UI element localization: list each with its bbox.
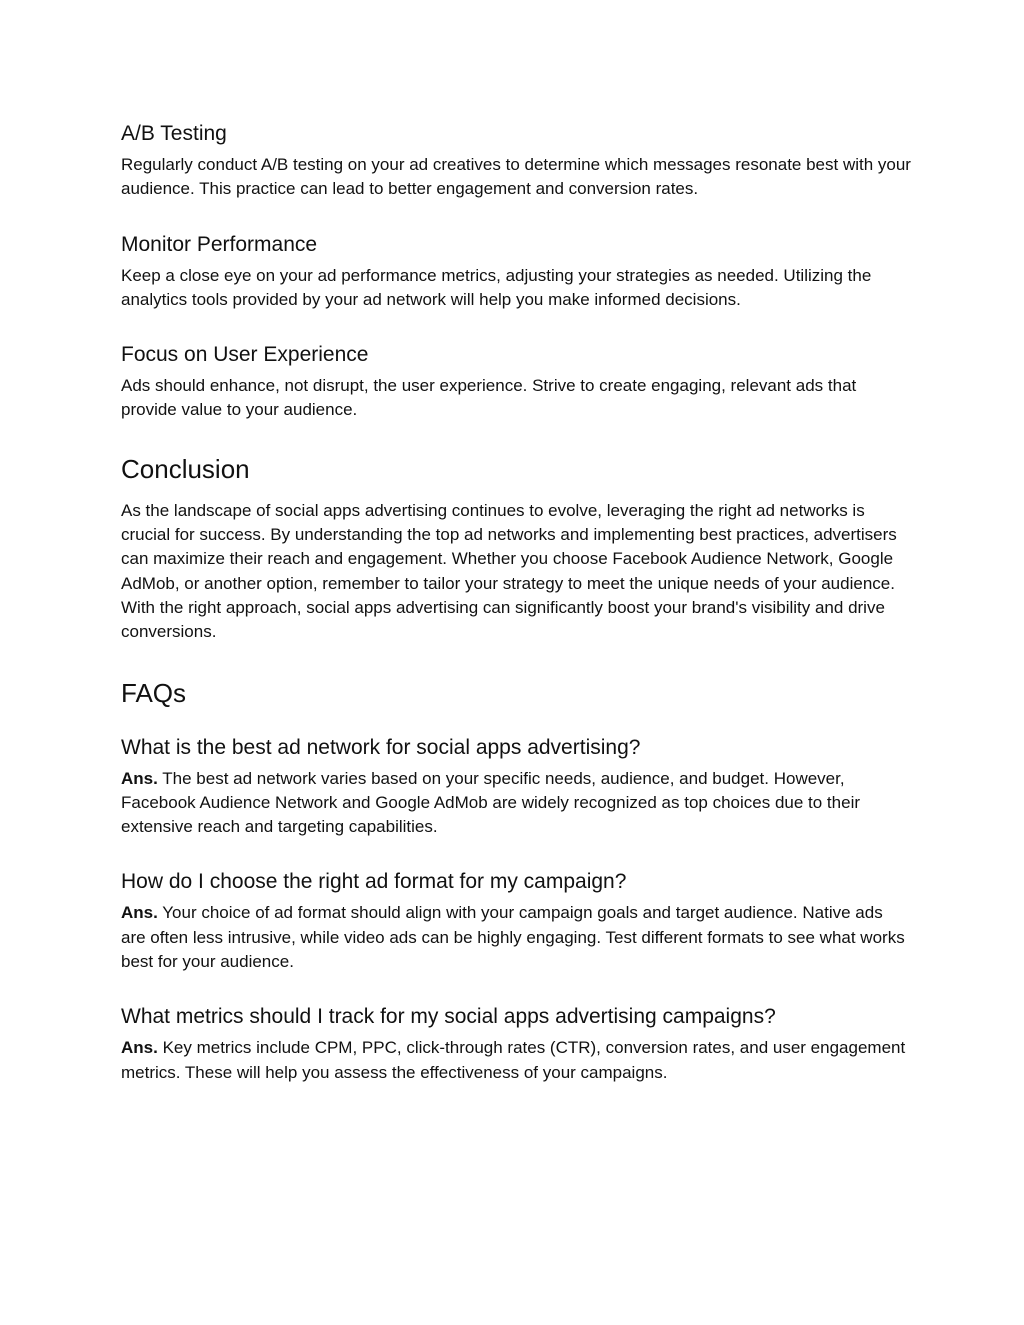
faq-answer — [121, 901, 911, 974]
faq-answer-text: Key metrics include CPM, PPC, click-through rates (CTR), conversion rates, and user engagement metrics. These will help you assess the effectiveness of your campaigns. — [121, 1038, 906, 1082]
tip-heading-ab-testing: A/B Testing — [121, 122, 227, 145]
faq-question: What metrics should I track for my social apps advertising campaigns? — [121, 1005, 776, 1029]
tip-text-ab-testing: Regularly conduct A/B testing on your ad creatives to determine which messages resonate best with your audience. This practice can lead to better engagement and conversion rates. — [121, 155, 911, 199]
conclusion-text: As the landscape of social apps advertising continues to evolve, leveraging the right ad networks is crucial for success. By understanding the top ad networks and implementing best practices, advertisers can maximize their reach and engagement. Whether you choose Facebook Audience Network, Google AdMob, or another option, remember to tailor your strategy to meet the unique needs of your audience. With the right approach, social apps advertising can significantly boost your brand's visibility and drive conversions. — [121, 500, 897, 642]
answer-prefix: Ans. — [121, 903, 158, 923]
tip-heading-user-experience: Focus on User Experience — [121, 343, 369, 367]
tip-text-user-experience: Ads should enhance, not disrupt, the user experience. Strive to create engaging, relevant ads that provide value to your audience. — [121, 376, 857, 420]
document-page — [121, 120, 911, 1085]
answer-prefix: Ans. — [121, 1038, 158, 1058]
faq-answer — [121, 1036, 911, 1085]
tip-heading-monitor-performance: Monitor Performance — [121, 232, 318, 256]
faq-question: How do I choose the right ad format for my campaign? — [121, 870, 627, 894]
faq-answer-text: Your choice of ad format should align with your campaign goals and target audience. Native ads are often less intrusive, while video ads can be highly engaging. Test different formats to see what works best for your audience. — [121, 903, 905, 972]
tip-text-monitor-performance: Keep a close eye on your ad performance metrics, adjusting your strategies as needed. Utilizing the analytics tools provided by your ad network will help you make informed decisions. — [121, 265, 872, 309]
faqs-heading: FAQs — [121, 677, 187, 708]
answer-prefix: Ans. — [121, 768, 158, 788]
faq-answer-text: The best ad network varies based on your specific needs, audience, and budget. However, Facebook Audience Network and Google AdMob are widely recognized as top choices due to their extensive reach and targeting capabilities. — [121, 768, 861, 837]
conclusion-heading: Conclusion — [121, 453, 250, 484]
faq-question: What is the best ad network for social apps advertising? — [121, 735, 641, 759]
faq-answer — [121, 767, 911, 840]
